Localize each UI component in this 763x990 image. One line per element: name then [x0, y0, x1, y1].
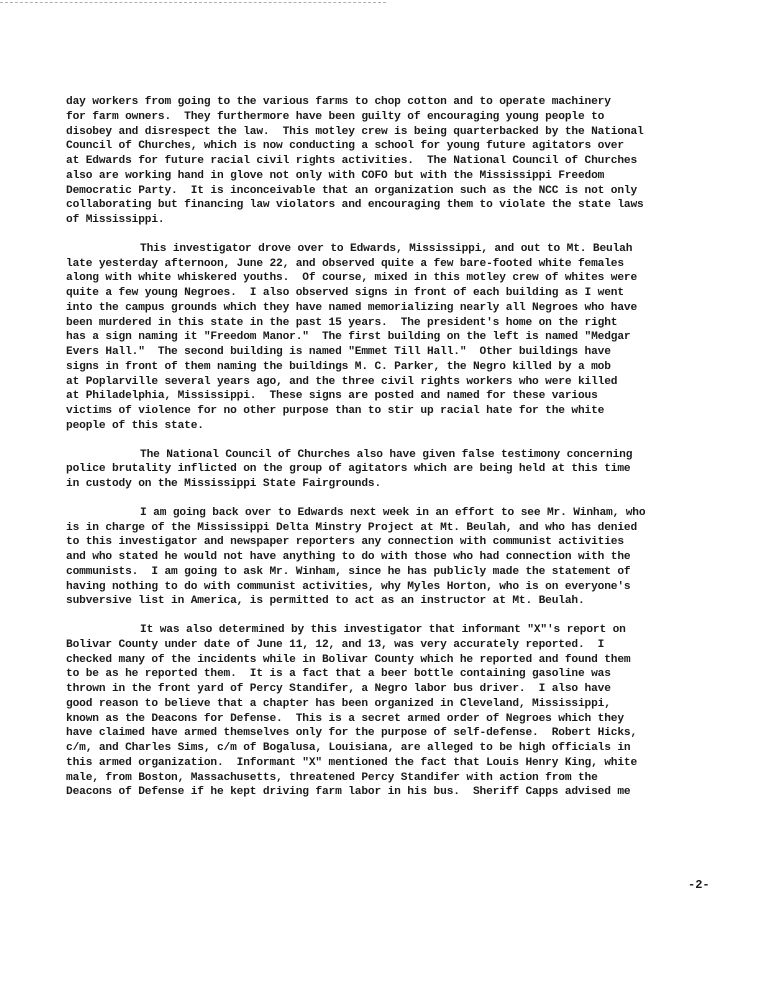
- text-line: into the campus grounds which they have named memorializing nearly all Negroes who have: [66, 301, 638, 314]
- text-line: thrown in the front yard of Percy Standifer, a Negro labor bus driver. I also have: [66, 683, 611, 695]
- text-line: disobey and disrespect the law. This motley crew is being quarterbacked by the National: [66, 125, 644, 138]
- text-line: along with white whiskered youths. Of course, mixed in this motley crew of whites were: [66, 272, 638, 285]
- paragraph-3: [66, 448, 730, 492]
- text-line: late yesterday afternoon, June 22, and observed quite a few bare-footed white females: [66, 257, 624, 270]
- text-line: at Philadelphia, Mississippi. These signs are posted and named for these various: [66, 390, 598, 403]
- text-line: collaborating but financing law violators and encouraging them to violate the state laws: [66, 199, 644, 212]
- text-line: good reason to believe that a chapter has been organized in Cleveland, Mississippi,: [66, 697, 611, 710]
- text-line: people of this state.: [66, 419, 204, 432]
- text-line: has a sign naming it "Freedom Manor." The first building on the left is named "Medgar: [66, 331, 631, 344]
- paragraph-2: [66, 242, 730, 434]
- text-line: for farm owners. They furthermore have been guilty of encouraging young people to: [66, 110, 605, 123]
- text-line: to be as he reported them. It is a fact that a beer bottle containing gasoline was: [66, 668, 611, 681]
- page-number: -2-: [688, 878, 710, 892]
- paragraph-1: [66, 95, 730, 228]
- text-line: and who stated he would not have anything to do with those who had connection with the: [66, 551, 631, 563]
- text-line: Evers Hall." The second building is named "Emmet Till Hall." Other buildings have: [66, 346, 611, 358]
- text-line: I am going back over to Edwards next week in an effort to see Mr. Winham, who: [140, 506, 646, 519]
- text-line: at Edwards for future racial civil rights activities. The National Council of Churches: [66, 155, 638, 167]
- text-line: male, from Boston, Massachusetts, threatened Percy Standifer with action from the: [66, 771, 598, 784]
- text-line: is in charge of the Mississippi Delta Minstry Project at Mt. Beulah, and who has denied: [66, 521, 638, 534]
- text-line: Bolivar County under date of June 11, 12, and 13, was very accurately reported. I: [66, 638, 605, 651]
- text-line: day workers from going to the various farms to chop cotton and to operate machinery: [66, 96, 611, 108]
- text-line: also are working hand in glove not only with COFO but with the Mississippi Freedom: [66, 169, 605, 182]
- text-line: to this investigator and newspaper reporters any connection with communist activities: [66, 536, 624, 549]
- paragraph-5: [66, 623, 730, 800]
- document-page: [66, 95, 730, 800]
- text-line: been murdered in this state in the past 15 years. The president's home on the right: [66, 316, 618, 329]
- paragraph-4: [66, 506, 730, 609]
- text-line: It was also determined by this investigator that informant "X"'s report on: [140, 624, 626, 636]
- text-line: quite a few young Negroes. I also observed signs in front of each building as I went: [66, 287, 624, 299]
- text-line: This investigator drove over to Edwards, Mississippi, and out to Mt. Beulah: [140, 242, 633, 255]
- text-line: this armed organization. Informant "X" mentioned the fact that Louis Henry King, white: [66, 756, 638, 769]
- text-line: The National Council of Churches also have given false testimony concerning: [140, 448, 633, 461]
- text-line: Council of Churches, which is now conducting a school for young future agitators over: [66, 140, 624, 153]
- text-line: c/m, and Charles Sims, c/m of Bogalusa, Louisiana, are alleged to be high officials in: [66, 742, 631, 754]
- text-line: of Mississippi.: [66, 214, 165, 226]
- text-line: signs in front of them naming the buildings M. C. Parker, the Negro killed by a mob: [66, 360, 611, 373]
- text-line: police brutality inflicted on the group of agitators which are being held at this time: [66, 463, 631, 476]
- text-line: subversive list in America, is permitted to act as an instructor at Mt. Beulah.: [66, 595, 585, 608]
- text-line: Democratic Party. It is inconceivable that an organization such as the NCC is not only: [66, 184, 638, 197]
- text-line: victims of violence for no other purpose than to stir up racial hate for the white: [66, 405, 605, 417]
- text-line: having nothing to do with communist activities, why Myles Horton, who is on everyone's: [66, 580, 631, 593]
- text-line: have claimed have armed themselves only for the purpose of self-defense. Robert Hicks,: [66, 727, 638, 740]
- text-line: Deacons of Defense if he kept driving farm labor in his bus. Sheriff Capps advised me: [66, 786, 631, 799]
- top-dashed-rule: [0, 2, 386, 3]
- text-line: in custody on the Mississippi State Fairgrounds.: [66, 478, 382, 490]
- text-line: checked many of the incidents while in Bolivar County which he reported and found them: [66, 653, 631, 666]
- text-line: at Poplarville several years ago, and the three civil rights workers who were killed: [66, 375, 618, 388]
- text-line: communists. I am going to ask Mr. Winham, since he has publicly made the statement of: [66, 565, 631, 578]
- text-line: known as the Deacons for Defense. This is a secret armed order of Negroes which they: [66, 712, 624, 725]
